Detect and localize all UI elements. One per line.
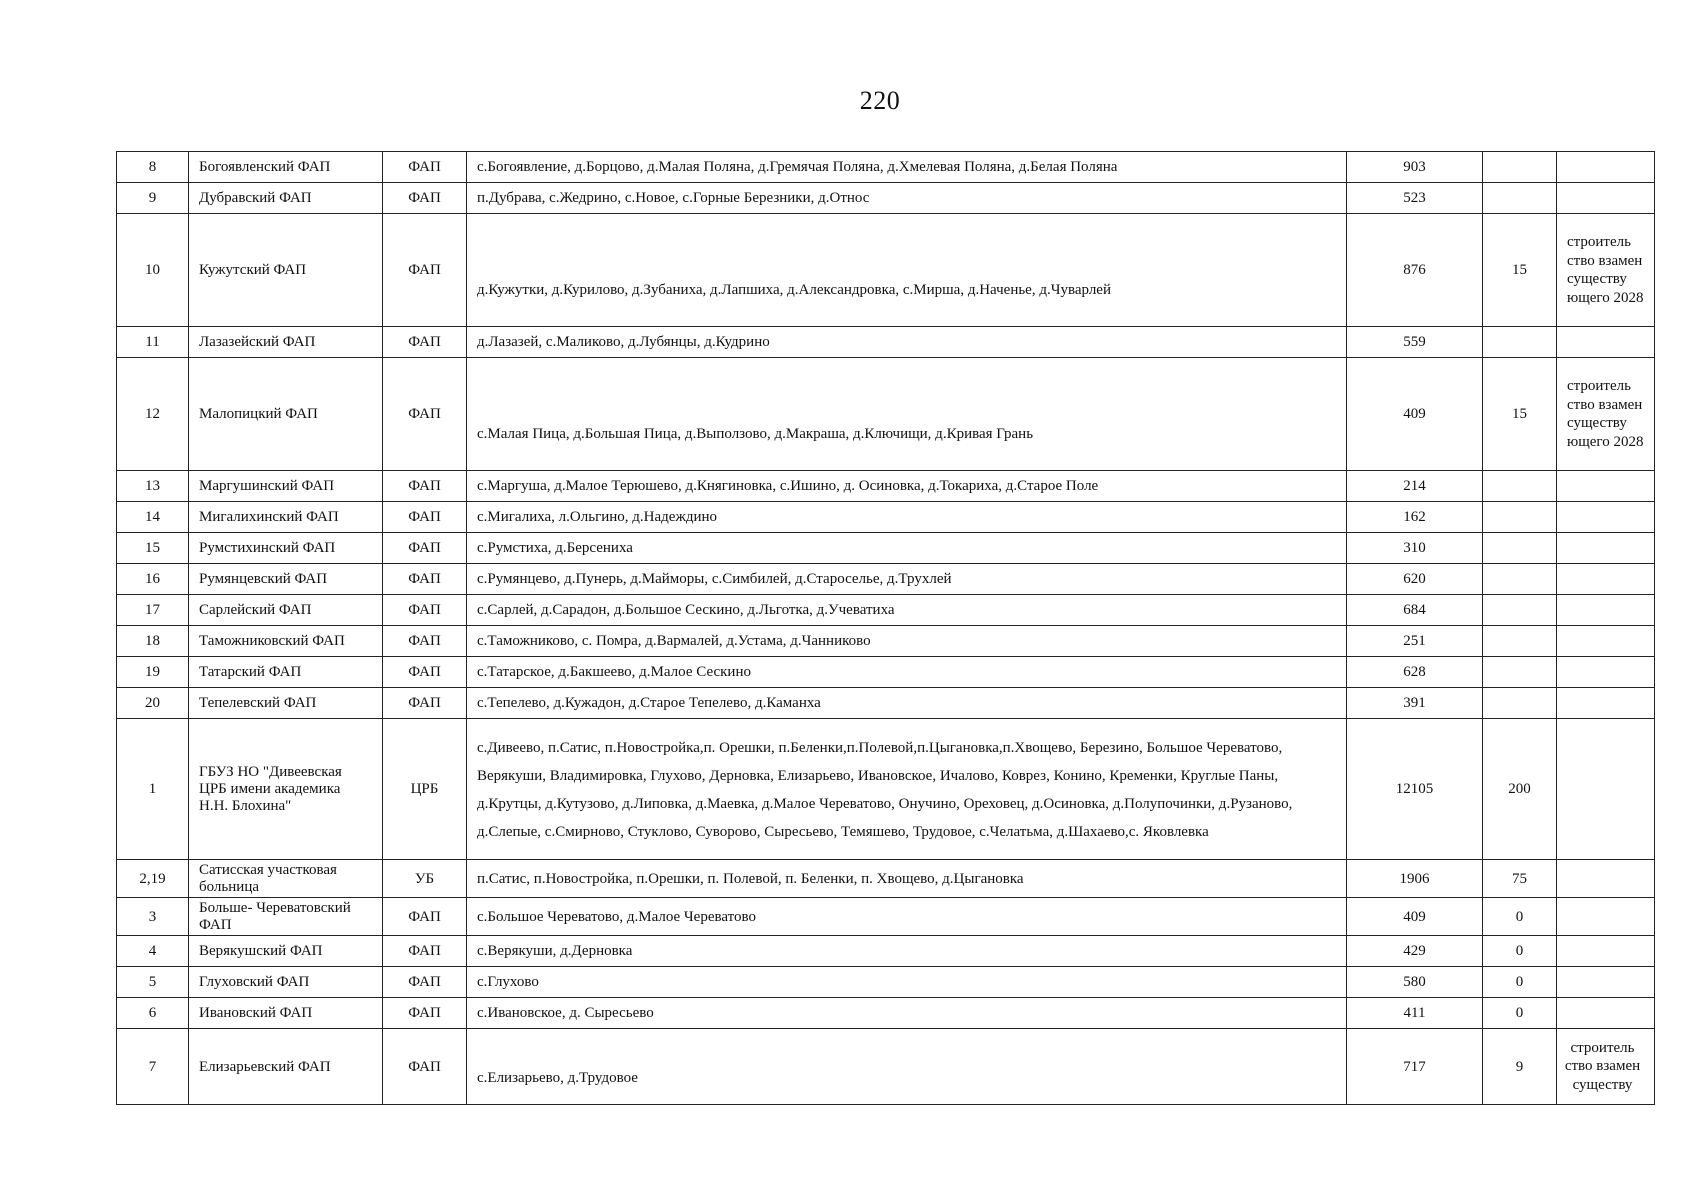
table-row: [117, 1029, 1655, 1105]
table-row: [117, 967, 1655, 998]
population: 409: [1347, 898, 1483, 936]
facility-type: ФАП: [383, 688, 467, 719]
row-number: 1: [117, 719, 189, 860]
facility-type: ФАП: [383, 936, 467, 967]
note: [1557, 936, 1655, 967]
beds: [1483, 183, 1557, 214]
beds: 0: [1483, 898, 1557, 936]
localities: с.Мигалиха, л.Ольгино, д.Надеждино: [467, 502, 1347, 533]
facility-type: ФАП: [383, 595, 467, 626]
table-row: [117, 327, 1655, 358]
facility-name: Румстихинский ФАП: [189, 533, 383, 564]
row-number: 7: [117, 1029, 189, 1105]
facility-type: ФАП: [383, 327, 467, 358]
population: 684: [1347, 595, 1483, 626]
beds: [1483, 152, 1557, 183]
table-row: [117, 358, 1655, 471]
beds: 75: [1483, 860, 1557, 898]
row-number: 15: [117, 533, 189, 564]
beds: 0: [1483, 967, 1557, 998]
facility-name: Мигалихинский ФАП: [189, 502, 383, 533]
localities: д.Кужутки, д.Курилово, д.Зубаниха, д.Лапшиха, д.Александровка, с.Мирша, д.Наченье, д.Чуварлей: [467, 214, 1347, 327]
localities: с.Глухово: [467, 967, 1347, 998]
facility-name: Лазазейский ФАП: [189, 327, 383, 358]
facility-type: ФАП: [383, 657, 467, 688]
facility-name: Сатисская участковая больница: [189, 860, 383, 898]
note: [1557, 657, 1655, 688]
beds: [1483, 657, 1557, 688]
population: 628: [1347, 657, 1483, 688]
note: [1557, 595, 1655, 626]
table-row: [117, 657, 1655, 688]
beds: [1483, 626, 1557, 657]
beds: [1483, 471, 1557, 502]
row-number: 13: [117, 471, 189, 502]
note: [1557, 533, 1655, 564]
row-number: 8: [117, 152, 189, 183]
facility-type: ФАП: [383, 152, 467, 183]
table-row: [117, 533, 1655, 564]
population: 429: [1347, 936, 1483, 967]
localities: п.Сатис, п.Новостройка, п.Орешки, п. Полевой, п. Беленки, п. Хвощево, д.Цыгановка: [467, 860, 1347, 898]
table-row: [117, 595, 1655, 626]
facility-name: Малопицкий ФАП: [189, 358, 383, 471]
facility-type: УБ: [383, 860, 467, 898]
note: [1557, 152, 1655, 183]
facility-name: Сарлейский ФАП: [189, 595, 383, 626]
population: 214: [1347, 471, 1483, 502]
population: 1906: [1347, 860, 1483, 898]
note: строитель ство взамен существу ющего 2028: [1557, 214, 1655, 327]
population: 12105: [1347, 719, 1483, 860]
facility-type: ФАП: [383, 967, 467, 998]
table-row: [117, 898, 1655, 936]
facility-type: ФАП: [383, 183, 467, 214]
table-row: [117, 688, 1655, 719]
facility-type: ФАП: [383, 471, 467, 502]
facility-name: Глуховский ФАП: [189, 967, 383, 998]
localities: с.Татарское, д.Бакшеево, д.Малое Сескино: [467, 657, 1347, 688]
row-number: 10: [117, 214, 189, 327]
facility-name: Татарский ФАП: [189, 657, 383, 688]
localities: с.Румянцево, д.Пунерь, д.Майморы, с.Симбилей, д.Староселье, д.Трухлей: [467, 564, 1347, 595]
population: 523: [1347, 183, 1483, 214]
table-row: [117, 998, 1655, 1029]
facility-name: Таможниковский ФАП: [189, 626, 383, 657]
localities: с.Верякуши, д.Дерновка: [467, 936, 1347, 967]
row-number: 6: [117, 998, 189, 1029]
row-number: 2,19: [117, 860, 189, 898]
table-row: [117, 936, 1655, 967]
facility-name: Кужутский ФАП: [189, 214, 383, 327]
facility-name: Верякушский ФАП: [189, 936, 383, 967]
note: [1557, 502, 1655, 533]
row-number: 5: [117, 967, 189, 998]
facility-name: Маргушинский ФАП: [189, 471, 383, 502]
facility-type: ФАП: [383, 1029, 467, 1105]
beds: [1483, 502, 1557, 533]
note: [1557, 688, 1655, 719]
beds: 0: [1483, 998, 1557, 1029]
population: 717: [1347, 1029, 1483, 1105]
row-number: 20: [117, 688, 189, 719]
note: [1557, 626, 1655, 657]
population: 903: [1347, 152, 1483, 183]
facility-type: ФАП: [383, 502, 467, 533]
population: 620: [1347, 564, 1483, 595]
row-number: 12: [117, 358, 189, 471]
facility-name: Богоявленский ФАП: [189, 152, 383, 183]
table-row: [117, 719, 1655, 860]
population: 411: [1347, 998, 1483, 1029]
table-row: [117, 502, 1655, 533]
population: 391: [1347, 688, 1483, 719]
note: строитель ство взамен существу: [1557, 1029, 1655, 1105]
note: [1557, 327, 1655, 358]
facility-name: Елизарьевский ФАП: [189, 1029, 383, 1105]
row-number: 14: [117, 502, 189, 533]
facility-type: ЦРБ: [383, 719, 467, 860]
facility-name: Больше- Череватовский ФАП: [189, 898, 383, 936]
population: 876: [1347, 214, 1483, 327]
note: [1557, 860, 1655, 898]
row-number: 16: [117, 564, 189, 595]
localities: с.Дивеево, п.Сатис, п.Новостройка,п. Орешки, п.Беленки,п.Полевой,п.Цыгановка,п.Хвощево, Березино, Большое Череватово, Верякуши, Владимировка, Глухово, Дерновка, Елизарьево, Ивановское, Ичалово, Коврез, Конино, Кременки, Круглые Паны, д.Крутцы, д.Кутузово, д.Липовка, д.Маевка, д.Малое Череватово, Онучино, Ореховец, д.Осиновка, д.Полупочинки, д.Рузаново, д.Слепые, с.Смирново, Стуклово, Суворово, Сыресьево, Темяшево, Трудовое, с.Челатьма, д.Шахаево,с. Яковлевка: [467, 719, 1347, 860]
table-row: [117, 626, 1655, 657]
population: 310: [1347, 533, 1483, 564]
population: 409: [1347, 358, 1483, 471]
localities: с.Ивановское, д. Сыресьево: [467, 998, 1347, 1029]
beds: 15: [1483, 358, 1557, 471]
localities: с.Тепелево, д.Кужадон, д.Старое Тепелево, д.Каманха: [467, 688, 1347, 719]
localities: с.Елизарьево, д.Трудовое: [467, 1029, 1347, 1105]
facility-type: ФАП: [383, 564, 467, 595]
row-number: 17: [117, 595, 189, 626]
table-row: [117, 152, 1655, 183]
localities: с.Сарлей, д.Сарадон, д.Большое Сескино, д.Льготка, д.Учеватиха: [467, 595, 1347, 626]
population: 580: [1347, 967, 1483, 998]
note: [1557, 564, 1655, 595]
beds: [1483, 688, 1557, 719]
localities: с.Богоявление, д.Борцово, д.Малая Поляна, д.Гремячая Поляна, д.Хмелевая Поляна, д.Белая Поляна: [467, 152, 1347, 183]
beds: 0: [1483, 936, 1557, 967]
note: строитель ство взамен существу ющего 2028: [1557, 358, 1655, 471]
facility-name: Тепелевский ФАП: [189, 688, 383, 719]
facility-type: ФАП: [383, 626, 467, 657]
row-number: 4: [117, 936, 189, 967]
note: [1557, 471, 1655, 502]
localities: с.Большое Череватово, д.Малое Череватово: [467, 898, 1347, 936]
population: 559: [1347, 327, 1483, 358]
beds: [1483, 533, 1557, 564]
row-number: 3: [117, 898, 189, 936]
note: [1557, 998, 1655, 1029]
note: [1557, 967, 1655, 998]
beds: 200: [1483, 719, 1557, 860]
facility-type: ФАП: [383, 998, 467, 1029]
beds: [1483, 327, 1557, 358]
row-number: 9: [117, 183, 189, 214]
facility-type: ФАП: [383, 533, 467, 564]
localities: с.Малая Пица, д.Большая Пица, д.Выползово, д.Макраша, д.Ключищи, д.Кривая Грань: [467, 358, 1347, 471]
localities: п.Дубрава, с.Жедрино, с.Новое, с.Горные Березники, д.Относ: [467, 183, 1347, 214]
facility-name: ГБУЗ НО "Дивеевская ЦРБ имени академика Н.Н. Блохина": [189, 719, 383, 860]
table-row: [117, 471, 1655, 502]
beds: 15: [1483, 214, 1557, 327]
localities: с.Таможниково, с. Помра, д.Вармалей, д.Устама, д.Чанниково: [467, 626, 1347, 657]
localities: с.Румстиха, д.Берсениха: [467, 533, 1347, 564]
row-number: 19: [117, 657, 189, 688]
facility-name: Дубравский ФАП: [189, 183, 383, 214]
localities: д.Лазазей, с.Маликово, д.Лубянцы, д.Кудрино: [467, 327, 1347, 358]
facilities-table: [116, 151, 1655, 1105]
row-number: 11: [117, 327, 189, 358]
table-row: [117, 860, 1655, 898]
facility-type: ФАП: [383, 898, 467, 936]
table-row: [117, 214, 1655, 327]
facility-name: Ивановский ФАП: [189, 998, 383, 1029]
row-number: 18: [117, 626, 189, 657]
page-number: 220: [859, 86, 901, 115]
beds: [1483, 564, 1557, 595]
beds: [1483, 595, 1557, 626]
note: [1557, 719, 1655, 860]
table-row: [117, 183, 1655, 214]
facility-type: ФАП: [383, 214, 467, 327]
facility-name: Румянцевский ФАП: [189, 564, 383, 595]
population: 251: [1347, 626, 1483, 657]
population: 162: [1347, 502, 1483, 533]
note: [1557, 183, 1655, 214]
table-row: [117, 564, 1655, 595]
note: [1557, 898, 1655, 936]
beds: 9: [1483, 1029, 1557, 1105]
facility-type: ФАП: [383, 358, 467, 471]
localities: с.Маргуша, д.Малое Терюшево, д.Княгиновка, с.Ишино, д. Осиновка, д.Токариха, д.Старое Поле: [467, 471, 1347, 502]
